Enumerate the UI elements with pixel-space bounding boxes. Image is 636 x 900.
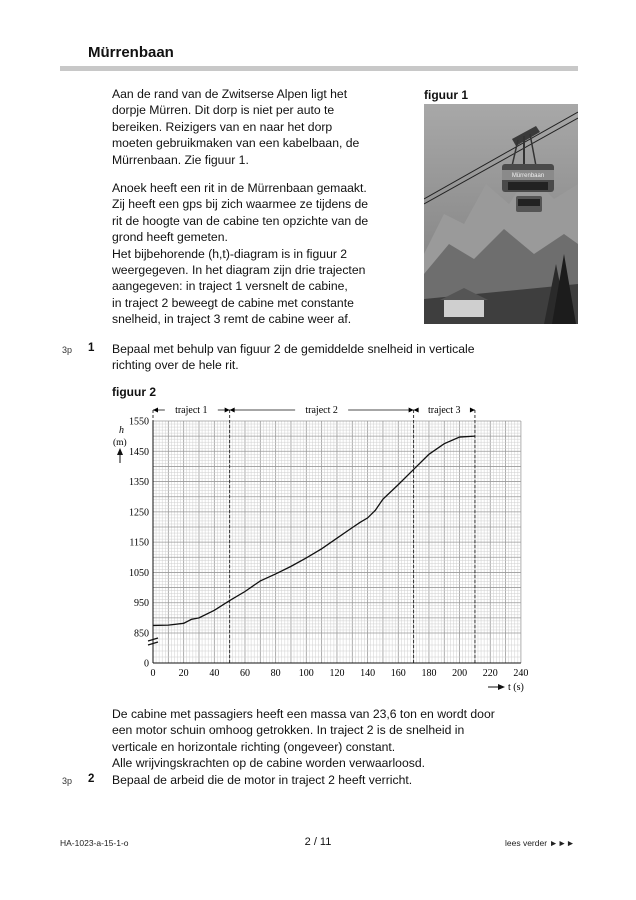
points-label: 3p [62, 345, 73, 355]
x-tick-label: 240 [513, 668, 529, 679]
y-tick-label: 0 [144, 658, 149, 670]
segment-label: traject 1 [175, 405, 208, 416]
chart-tick-labels [129, 417, 528, 680]
segment-label: traject 2 [305, 405, 338, 416]
y-tick-label: 1150 [129, 537, 149, 549]
y-tick-label: 850 [134, 628, 149, 640]
document-code: HA-1023-a-15-1-o [60, 838, 129, 848]
text-line: richting over de hele rit. [112, 358, 239, 373]
text-line: moeten gebruikmaken van een kabelbaan, de [112, 136, 360, 151]
text-line: Bepaal met behulp van figuur 2 de gemiddelde snelheid in verticale [112, 342, 475, 356]
x-tick-label: 160 [390, 668, 406, 679]
text-line: verticale en horizontale richting (ongeveer) constant. [112, 739, 396, 754]
text-line: grond heeft gemeten. [112, 230, 228, 245]
text-line: weergegeven. In het diagram zijn drie trajecten [112, 263, 366, 278]
y-tick-label: 1350 [129, 477, 149, 489]
paragraph-2 [112, 706, 562, 772]
text-line: Alle wrijvingskrachten op de cabine worden verwaarloosd. [112, 756, 425, 771]
trajectory-segments [153, 405, 475, 663]
x-tick-label: 80 [270, 668, 281, 679]
cable-car-photo [424, 104, 578, 324]
segment-label: traject 3 [428, 405, 461, 416]
text-line: in traject 2 beweegt de cabine met constante [112, 295, 354, 310]
height-time-chart [112, 400, 542, 696]
title-divider [60, 66, 578, 71]
x-axis-arrowhead [498, 684, 505, 690]
figure-1-label: figuur 1 [424, 88, 468, 102]
text-line: Het bijbehorende (h,t)-diagram is in figuur 2 [112, 246, 348, 261]
x-tick-label: 40 [209, 668, 220, 679]
cable-car-illustration [424, 104, 578, 324]
series-line [153, 436, 475, 625]
segment-arrowhead [225, 408, 230, 413]
question-number: 1 [88, 342, 95, 354]
text-line: Aan de rand van de Zwitserse Alpen ligt het [112, 87, 348, 101]
text-line: De cabine met passagiers heeft een massa van 23,6 ton en wordt door [112, 707, 495, 721]
x-tick-label: 0 [150, 668, 156, 679]
text-line: dorpje Mürren. Dit dorp is niet per auto te [112, 103, 335, 118]
text-line: Anoek heeft een rit in de Mürrenbaan gemaakt. [112, 181, 367, 195]
y-tick-label: 1550 [129, 416, 149, 428]
text-line: rit de hoogte van de cabine ten opzichte van de [112, 213, 369, 228]
intro-paragraph-1 [112, 86, 412, 168]
continue-label: lees verder ►►► [505, 838, 575, 848]
question-2-text: Bepaal de arbeid die de motor in traject 2 heeft verricht. [112, 773, 413, 787]
points-label: 3p [62, 776, 73, 786]
x-tick-label: 220 [482, 668, 498, 679]
segment-arrowhead [230, 408, 235, 413]
text-line: Zij heeft een gps bij zich waarmee ze tijdens de [112, 197, 369, 212]
segment-arrowhead [409, 408, 414, 413]
y-tick-label: 1250 [129, 507, 149, 519]
figure-2-label: figuur 2 [112, 385, 156, 399]
text-line: een motor schuin omhoog getrokken. In traject 2 is de snelheid in [112, 723, 465, 738]
text-line: aangegeven: in traject 1 versnelt de cabine, [112, 279, 348, 294]
x-tick-label: 100 [298, 668, 314, 679]
y-axis-symbol: h [119, 425, 124, 436]
text-line: bereiken. Reizigers van en naar het dorp [112, 119, 333, 134]
y-tick-label: 1450 [129, 446, 149, 458]
y-axis-arrowhead [117, 448, 123, 455]
intro-paragraph-2 [112, 180, 412, 328]
question-1-text [112, 341, 562, 374]
x-tick-label: 200 [452, 668, 468, 679]
chart-grid [153, 421, 521, 663]
page-number: 2 / 11 [304, 836, 332, 848]
text-line: snelheid, in traject 3 remt de cabine weer af. [112, 312, 352, 327]
x-axis-label: t (s) [508, 682, 524, 693]
question-number: 2 [88, 773, 95, 785]
y-tick-label: 1050 [129, 567, 149, 579]
x-tick-label: 180 [421, 668, 437, 679]
y-tick-label: 950 [134, 598, 149, 610]
segment-arrowhead [470, 408, 475, 413]
text-line: Mürrenbaan. Zie figuur 1. [112, 152, 249, 167]
segment-arrowhead [414, 408, 419, 413]
page-title: Mürrenbaan [88, 44, 174, 61]
chart-series [153, 436, 475, 625]
x-tick-label: 140 [360, 668, 376, 679]
x-tick-label: 20 [178, 668, 189, 679]
segment-arrowhead [153, 408, 158, 413]
x-tick-label: 60 [239, 668, 250, 679]
x-tick-label: 120 [329, 668, 345, 679]
y-axis-unit: (m) [113, 438, 127, 448]
cabin-sign: Mürrenbaan [511, 173, 545, 179]
